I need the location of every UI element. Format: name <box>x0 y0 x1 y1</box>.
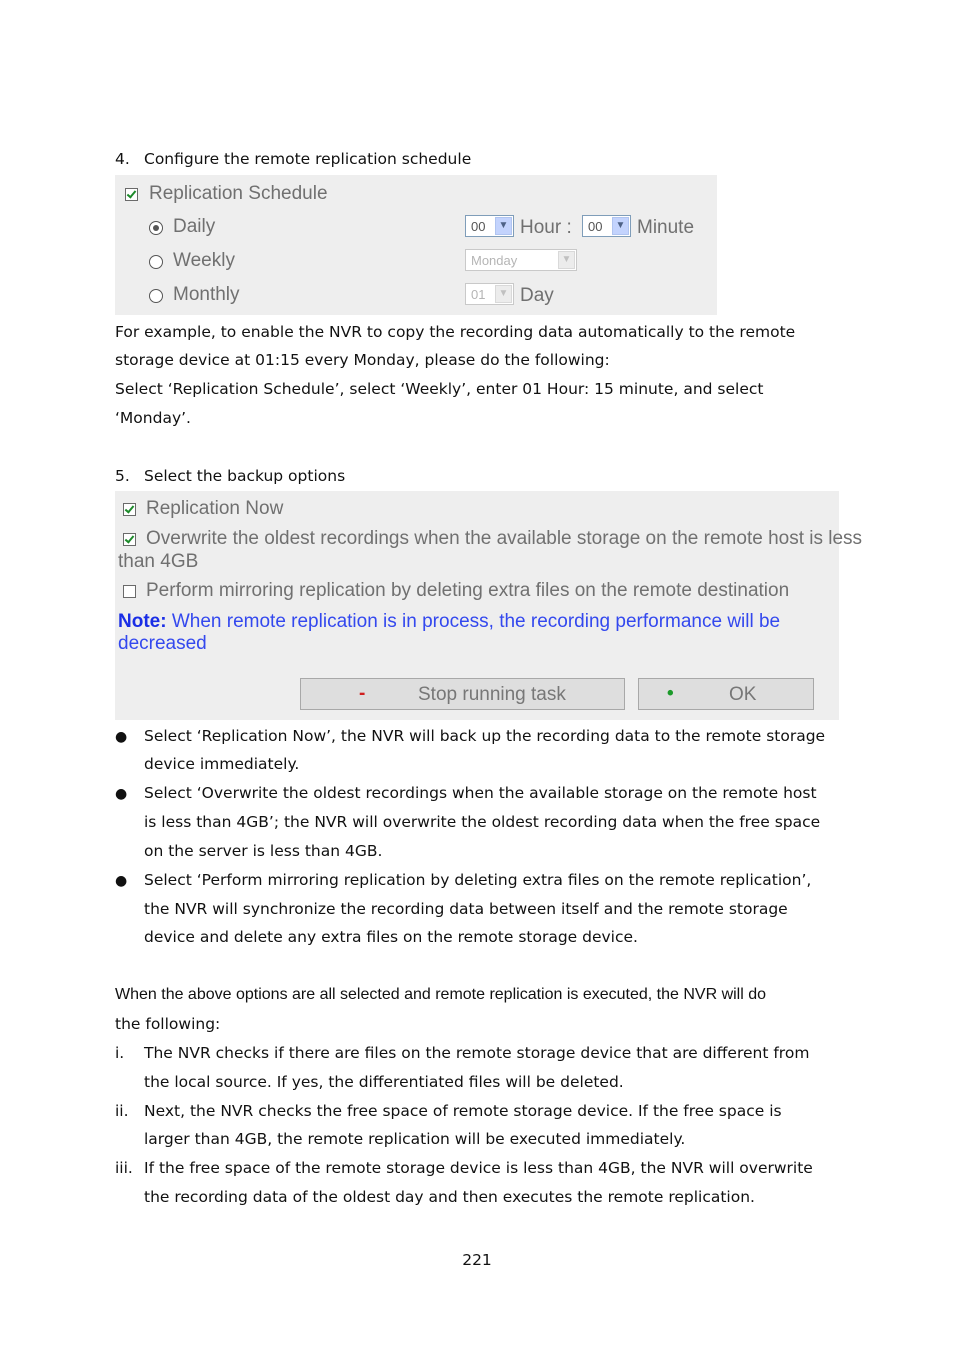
step-ii-line-2: larger than 4GB, the remote replication will be executed immediately. <box>144 1130 686 1148</box>
overwrite-label-line-2: than 4GB <box>118 551 199 572</box>
bullet-3-line-3: device and delete any extra files on the remote storage device. <box>144 928 638 946</box>
bullet-dot: ● <box>115 786 128 802</box>
overwrite-label-line-1: Overwrite the oldest recordings when the available storage on the remote host is less <box>146 528 863 549</box>
summary-line-2: the following: <box>115 1015 221 1033</box>
step-ii-line-1: Next, the NVR checks the free space of remote storage device. If the free space is <box>144 1102 782 1120</box>
bullet-dot: ● <box>115 729 128 745</box>
replication-schedule-checkbox[interactable] <box>125 188 138 201</box>
bullet-1-line-2: device immediately. <box>144 755 300 773</box>
stop-running-task-button[interactable] <box>300 678 625 710</box>
step-4-number: 4. <box>115 150 130 168</box>
bullet-2-line-3: on the server is less than 4GB. <box>144 842 383 860</box>
bullet-3-line-1: Select ‘Perform mirroring replication by deleting extra files on the remote replication’, <box>144 871 812 889</box>
bullet-2-line-1: Select ‘Overwrite the oldest recordings when the available storage on the remote host <box>144 784 817 802</box>
bullet-3-line-2: the NVR will synchronize the recording data between itself and the remote storage <box>144 900 788 918</box>
step-ii-marker: ii. <box>115 1102 129 1120</box>
backup-options-panel <box>115 491 863 720</box>
weekday-select[interactable] <box>465 249 577 271</box>
daily-label: Daily <box>173 216 216 237</box>
mirroring-checkbox[interactable] <box>123 585 136 598</box>
step-5-text: Select the backup options <box>144 467 346 485</box>
mirroring-label: Perform mirroring replication by deleting extra files on the remote destination <box>146 580 790 601</box>
note-message: When remote replication is in process, the recording performance will be <box>166 611 781 632</box>
summary-line-1: When the above options are all selected and remote replication is executed, the NVR will do <box>115 986 767 1003</box>
example-line-3: Select ‘Replication Schedule’, select ‘Weekly’, enter 01 Hour: 15 minute, and select <box>115 380 764 398</box>
weekly-label: Weekly <box>173 250 235 271</box>
day-label: Day <box>520 285 554 306</box>
step-i-line-2: the local source. If yes, the differentiated files will be deleted. <box>144 1073 624 1091</box>
weekday-value: Monday <box>471 253 518 268</box>
example-line-1: For example, to enable the NVR to copy the recording data automatically to the remote <box>115 323 796 341</box>
replication-now-checkbox[interactable] <box>123 503 136 516</box>
replication-schedule-title: Replication Schedule <box>149 183 328 204</box>
overwrite-checkbox[interactable] <box>123 533 136 546</box>
ok-button[interactable] <box>638 678 814 710</box>
hour-label: Hour : <box>520 217 572 238</box>
daily-radio[interactable] <box>149 221 163 235</box>
chevron-down-icon: ▼ <box>495 285 512 303</box>
replication-now-label: Replication Now <box>146 498 284 519</box>
day-select[interactable] <box>465 283 514 305</box>
ok-label: OK <box>729 684 757 705</box>
day-value: 01 <box>471 287 486 302</box>
bullet-2-line-2: is less than 4GB’; the NVR will overwrite the oldest recording data when the free space <box>144 813 821 831</box>
chevron-down-icon: ▼ <box>558 251 575 269</box>
step-iii-marker: iii. <box>115 1159 133 1177</box>
chevron-down-icon: ▼ <box>495 217 512 235</box>
bullet-1-line-1: Select ‘Replication Now’, the NVR will back up the recording data to the remote storage <box>144 727 826 745</box>
note-label: Note: <box>118 611 167 632</box>
minute-value: 00 <box>588 219 603 234</box>
ok-icon: • <box>667 683 674 704</box>
chevron-down-icon: ▼ <box>612 217 629 235</box>
step-i-marker: i. <box>115 1044 125 1062</box>
bullet-dot: ● <box>115 873 128 889</box>
example-line-2: storage device at 01:15 every Monday, please do the following: <box>115 351 610 369</box>
example-line-4: ‘Monday’. <box>115 409 191 427</box>
step-iii-line-1: If the free space of the remote storage device is less than 4GB, the NVR will overwrite <box>144 1159 813 1177</box>
monthly-radio[interactable] <box>149 289 163 303</box>
step-iii-line-2: the recording data of the oldest day and then executes the remote replication. <box>144 1188 755 1206</box>
minute-select[interactable] <box>582 215 631 237</box>
note-text-line-2: decreased <box>118 633 207 654</box>
step-4-text: Configure the remote replication schedule <box>144 150 472 168</box>
weekly-radio[interactable] <box>149 255 163 269</box>
hour-value: 00 <box>471 219 486 234</box>
page-number: 221 <box>462 1251 492 1269</box>
step-i-line-1: The NVR checks if there are files on the remote storage device that are different from <box>144 1044 810 1062</box>
stop-running-task-label: Stop running task <box>418 684 566 705</box>
step-5-number: 5. <box>115 467 130 485</box>
stop-icon: - <box>359 683 366 704</box>
minute-label: Minute <box>637 217 695 238</box>
note-text-line-1 <box>118 611 780 633</box>
hour-select[interactable] <box>465 215 514 237</box>
monthly-label: Monthly <box>173 284 240 305</box>
replication-schedule-panel <box>115 175 717 315</box>
